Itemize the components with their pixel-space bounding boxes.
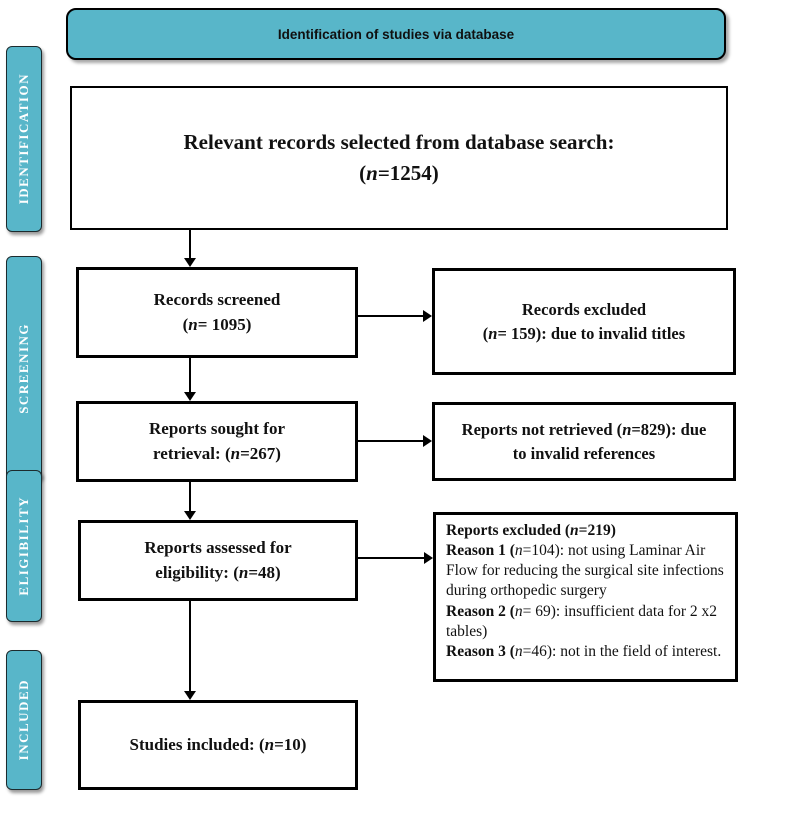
box-records-identified-text: Relevant records selected from database search: (n=1254) bbox=[183, 129, 615, 185]
box-reports-assessed bbox=[78, 520, 358, 601]
box-records-excluded-text: Records excluded (n= 159): due to invalid titles bbox=[482, 299, 686, 343]
box-reports-assessed-text: Reports assessed for eligibility: (n=48) bbox=[144, 537, 292, 582]
box-reports-sought bbox=[76, 401, 358, 482]
stage-label-screening-text: SCREENING bbox=[16, 322, 31, 414]
box-records-excluded bbox=[432, 268, 736, 375]
box-reports-not-retrieved-text: Reports not retrieved (n=829): due to invalid references bbox=[461, 419, 707, 463]
arrow-assessed-to-excluded-reasons bbox=[358, 552, 433, 564]
arrow-screened-to-excluded bbox=[358, 310, 432, 322]
box-records-screened-text: Records screened (n= 1095) bbox=[153, 289, 281, 334]
banner bbox=[66, 8, 726, 60]
box-reports-not-retrieved bbox=[432, 402, 736, 481]
stage-label-eligibility bbox=[6, 470, 42, 622]
box-records-screened bbox=[76, 267, 358, 358]
arrow-screened-to-sought bbox=[184, 358, 196, 401]
box-studies-included-text: Studies included: (n=10) bbox=[129, 734, 307, 754]
stage-label-screening bbox=[6, 256, 42, 480]
arrow-identified-to-screened bbox=[184, 230, 196, 267]
stage-label-included bbox=[6, 650, 42, 790]
box-reports-sought-text: Reports sought for retrieval: (n=267) bbox=[149, 418, 285, 463]
stage-label-eligibility-text: ELIGIBILITY bbox=[16, 496, 31, 596]
stage-label-identification bbox=[6, 46, 42, 232]
box-reports-excluded-reasons bbox=[433, 512, 738, 682]
stage-label-included-text: INCLUDED bbox=[16, 679, 31, 761]
arrow-sought-to-not-retrieved bbox=[358, 435, 432, 447]
box-records-identified bbox=[70, 86, 728, 230]
box-studies-included bbox=[78, 700, 358, 790]
stage-label-identification-text: IDENTIFICATION bbox=[16, 73, 31, 205]
banner-label: Identification of studies via database bbox=[277, 26, 515, 42]
arrow-sought-to-assessed bbox=[184, 482, 196, 520]
arrow-assessed-to-included bbox=[184, 601, 196, 700]
box-reports-excluded-reasons-text: Reports excluded (n=219) Reason 1 (n=104): not using Laminar Air Flow for reducing the surgical site infections during orthopedic surgery Reason 2 (n= 69): insufficient data for 2 x2 tables) Reason 3 (n=46): not in the field of interest. bbox=[446, 522, 724, 660]
